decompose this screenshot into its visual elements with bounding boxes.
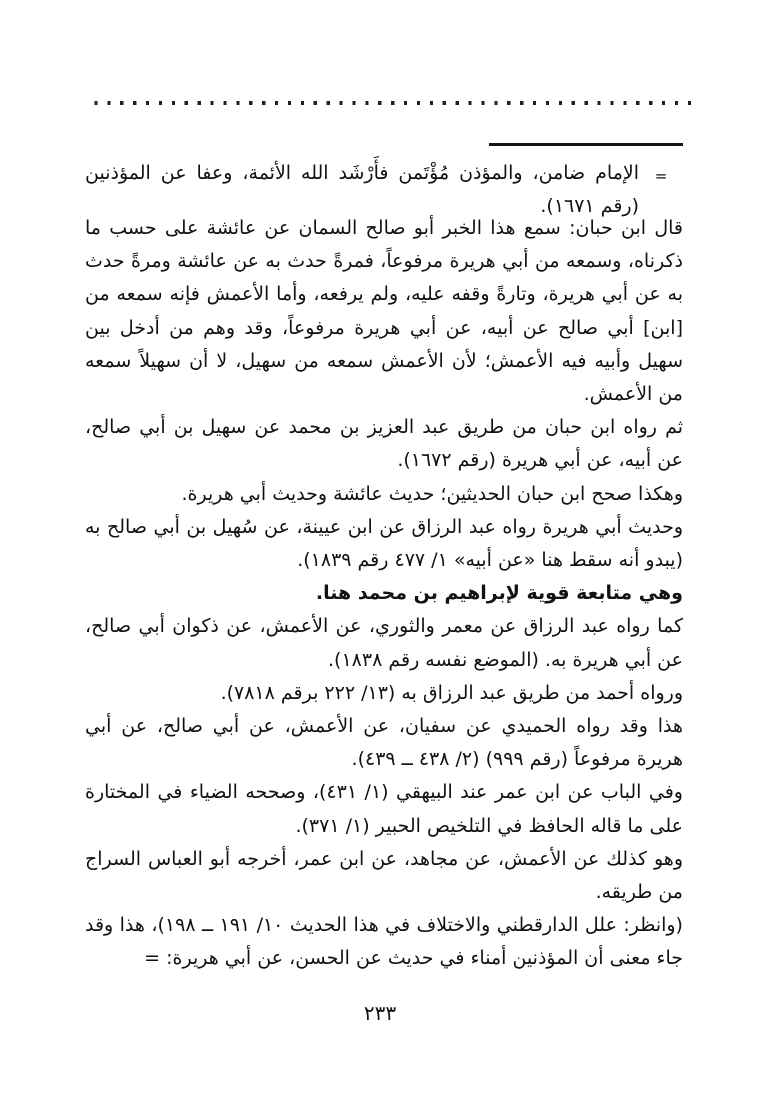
body-paragraph: قال ابن حبان: سمع هذا الخبر أبو صالح السمان عن عائشة على حسب ما ذكرناه، وسمعه من أبي هريرة مرفوعاً، فمرةً حدث به عن عائشة ومرةً حدث به عن أبي هريرة، وتارةً وقفه عليه، ولم يرفعه، وأما الأعمش فإنه سمعه من [ابن] أبي صالح عن أبيه، عن أبي هريرة مرفوعاً، وقد وهم من أدخل بين سهيل وأبيه فيه الأعمش؛ لأن الأعمش سمعه من سهيل، لا أن سهيلاً سمعه من الأعمش. [85, 217, 683, 406]
footnote-separator-rule [489, 143, 683, 146]
body-paragraph: كما رواه عبد الرزاق عن معمر والثوري، عن الأعمش، عن ذكوان أبي صالح، عن أبي هريرة به. (الموضع نفسه رقم ١٨٣٨). [85, 615, 683, 671]
body-paragraph-emphasis: وهي متابعة قوية لإبراهيم بن محمد هنا. [315, 582, 683, 605]
page-number: ٢٣٣ [363, 1001, 397, 1025]
body-paragraph: ثم رواه ابن حبان من طريق عبد العزيز بن محمد عن سهيل بن أبي صالح، عن أبيه، عن أبي هريرة (رقم ١٦٧٢). [85, 416, 683, 472]
body-paragraph: هذا وقد رواه الحميدي عن سفيان، عن الأعمش، عن أبي صالح، عن أبي هريرة مرفوعاً (رقم ٩٩٩) (٢/ ٤٣٨ ــ ٤٣٩). [85, 715, 683, 771]
main-text [85, 212, 683, 976]
body-paragraph: ورواه أحمد من طريق عبد الرزاق به (١٣/ ٢٢٢ برقم ٧٨١٨). [220, 681, 683, 704]
ellipsis-dotted-line [94, 101, 691, 105]
body-paragraph: وهكذا صحح ابن حبان الحديثين؛ حديث عائشة وحديث أبي هريرة. [181, 482, 683, 505]
body-paragraph: (وانظر: علل الدارقطني والاختلاف في هذا الحديث ١٠/ ١٩١ ــ ١٩٨)، هذا وقد جاء معنى أن المؤذنين أمناء في حديث عن الحسن، عن أبي هريرة: = [85, 914, 683, 970]
footnote-text: الإمام ضامن، والمؤذن مُؤْتَمن فأَرْشَد الله الأئمة، وعفا عن المؤذنين (رقم ١٦٧١). [85, 162, 639, 217]
body-paragraph: وفي الباب عن ابن عمر عند البيهقي (١/ ٤٣١)، وصححه الضياء في المختارة على ما قاله الحافظ في التلخيص الحبير (١/ ٣٧١). [85, 781, 683, 837]
body-paragraph: وحديث أبي هريرة رواه عبد الرزاق عن ابن عيينة، عن سُهيل بن أبي صالح به (يبدو أنه سقط هنا «عن أبيه» ١/ ٤٧٧ رقم ١٨٣٩). [85, 515, 683, 572]
footnote-continuation-marker: = [654, 167, 668, 185]
body-paragraph: وهو كذلك عن الأعمش، عن مجاهد، عن ابن عمر، أخرجه أبو العباس السراج من طريقه. [85, 847, 683, 904]
